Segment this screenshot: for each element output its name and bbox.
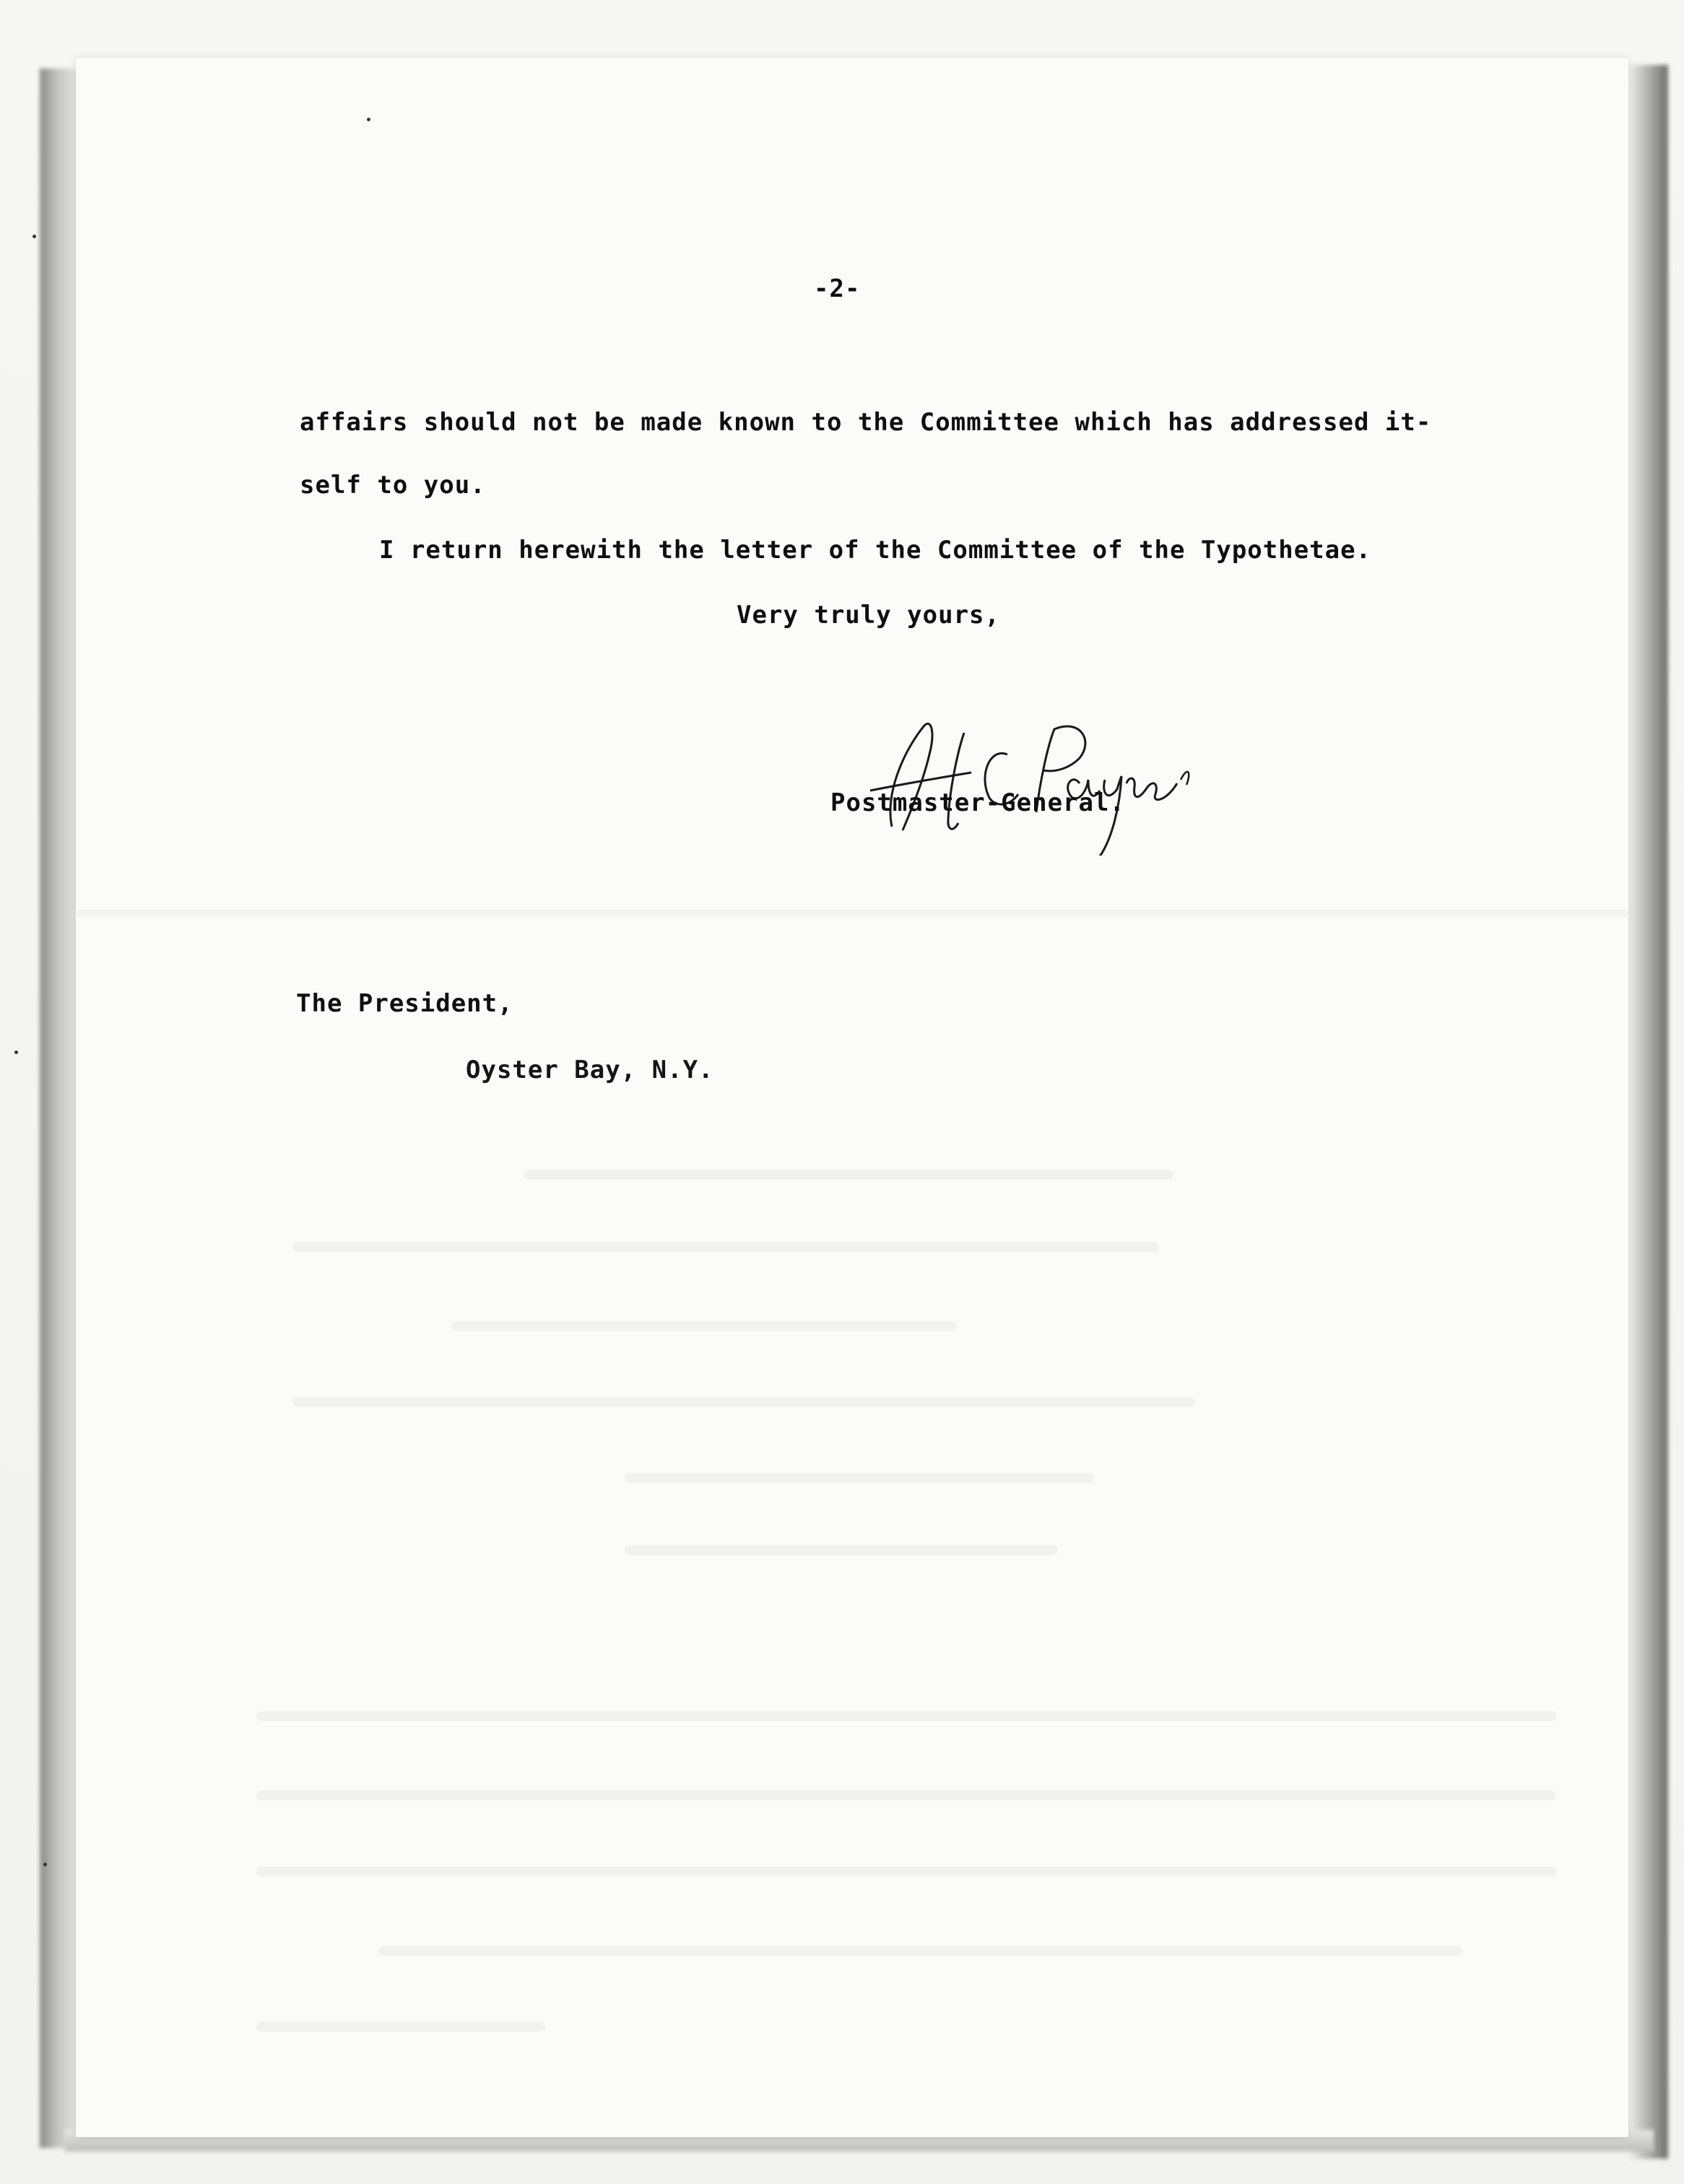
bleed-through-line — [524, 1170, 1173, 1180]
body-line-3: I return herewith the letter of the Committee of the Typothetae. — [379, 536, 1372, 565]
letter-sheet — [76, 58, 1628, 2137]
addressee-line-2: Oyster Bay, N.Y. — [466, 1056, 714, 1084]
dust-speck — [367, 118, 370, 121]
dust-speck — [14, 1050, 18, 1054]
bleed-through-line — [256, 1866, 1556, 1876]
handwritten-signature — [863, 704, 1195, 856]
left-edge-shadow — [40, 69, 79, 2148]
dust-speck — [32, 235, 36, 238]
right-edge-shadow — [1628, 65, 1668, 2159]
bleed-through-line — [292, 1397, 1195, 1407]
bleed-through-line — [379, 1946, 1462, 1956]
body-line-1: affairs should not be made known to the Committee which has addressed it- — [300, 408, 1432, 437]
closing-salutation: Very truly yours, — [737, 601, 1000, 630]
bleed-through-line — [256, 1791, 1556, 1801]
bleed-through-line — [292, 1242, 1159, 1252]
bleed-through-line — [256, 1711, 1556, 1721]
body-line-2: self to you. — [300, 471, 486, 500]
bleed-through-line — [625, 1545, 1058, 1555]
dust-speck — [43, 1863, 47, 1866]
bleed-through-line — [625, 1473, 1094, 1483]
fold-crease — [76, 910, 1628, 917]
page-number: -2- — [814, 274, 861, 303]
addressee-line-1: The President, — [296, 989, 513, 1018]
bleed-through-line — [451, 1321, 957, 1331]
signer-title: Postmaster-General. — [830, 788, 1125, 817]
bleed-through-line — [256, 2022, 545, 2032]
